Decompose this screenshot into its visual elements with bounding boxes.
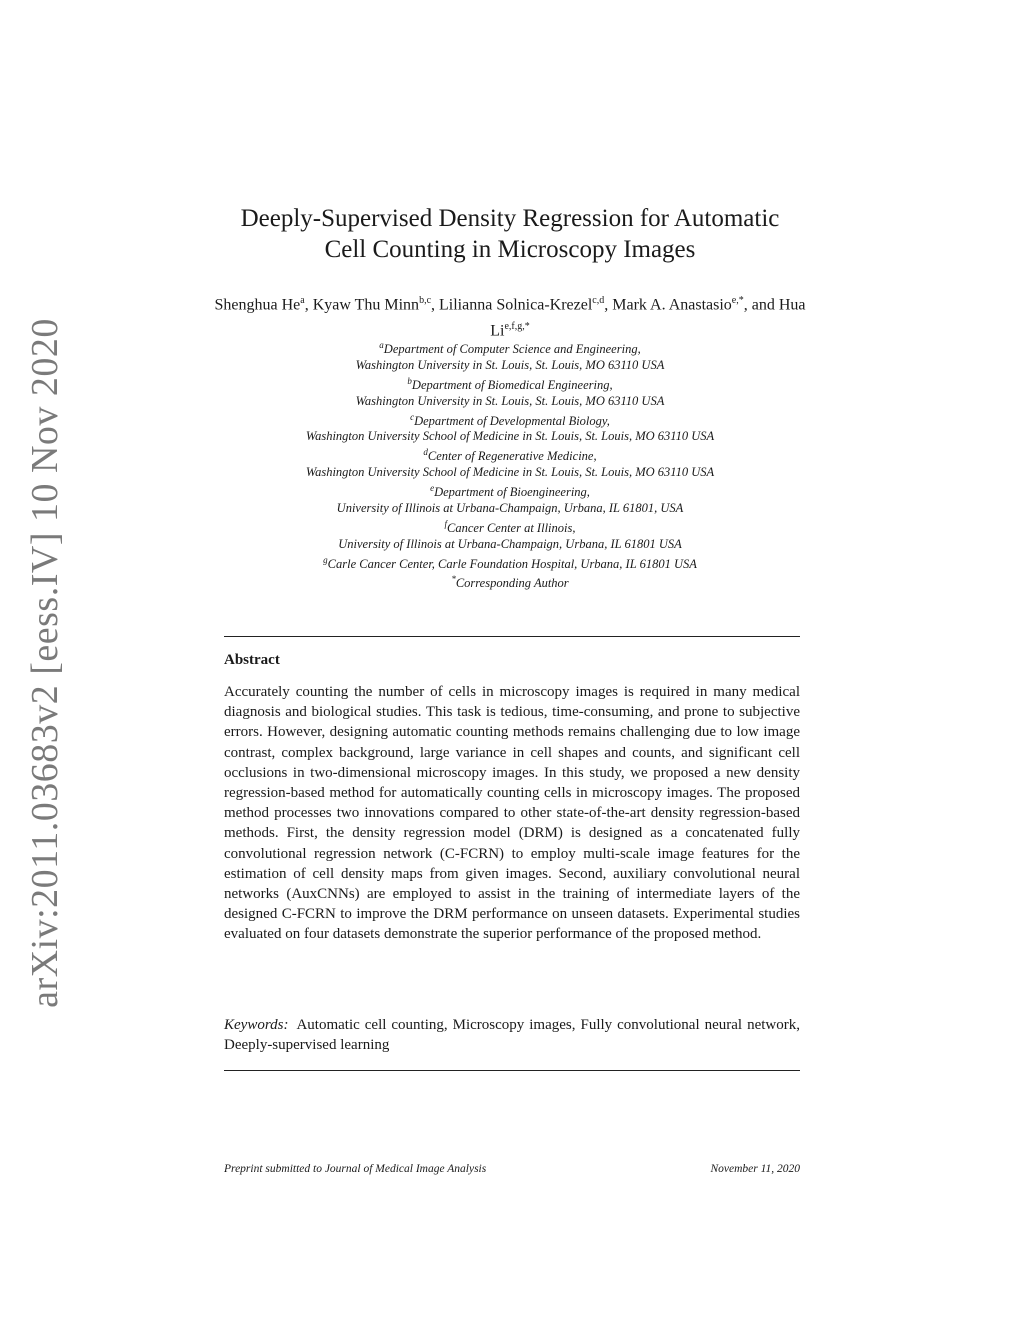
top-rule (224, 636, 800, 637)
keywords (224, 1015, 800, 1055)
author-affiliation-mark: e,f,g,* (504, 321, 530, 333)
affiliation-mark: b (407, 375, 412, 386)
author-separator: , Mark A. (604, 296, 669, 314)
author-separator: , and (743, 296, 779, 314)
affiliation-text: Department of Biomedical Engineering, (411, 377, 613, 392)
affiliation-line (200, 517, 820, 537)
affiliation-line (200, 481, 820, 501)
author-name: Anastasio (668, 296, 732, 314)
abstract-body: Accurately counting the number of cells in microscopy images is required in many medical diagnosis and biological studies. This task is tedious, time-consuming, and prone to subjective errors. However, designing automatic counting methods remains challenging due to low image contrast, complex background, large variance in cell shapes and counts, and significant cell occlusions in two-dimensional microscopy images. In this study, we proposed a new density regression-based method for automatically counting cells in microscopy images. The proposed method processes two innovations compared to other state-of-the-art density regression-based methods. First, the density regression model (DRM) is designed as a concatenated fully convolutional regression network (C-FCRN) to employ multi-scale image features for the estimation of cell density maps from given images. Second, auxiliary convolutional neural networks (AuxCNNs) are employed to assist in the training of intermediate layers of the designed C-FCRN to improve the DRM performance on unseen datasets. Experimental studies evaluated on four datasets demonstrate the superior performance of the proposed method. (224, 684, 800, 943)
affiliation-line (200, 338, 820, 358)
author-affiliation-mark: e,* (731, 295, 744, 306)
bottom-rule (224, 1070, 800, 1071)
affiliation-text: Carle Cancer Center, Carle Foundation Hospital, Urbana, IL 61801 USA (327, 556, 697, 571)
footer-date: November 11, 2020 (710, 1163, 800, 1175)
affiliation-list (200, 338, 820, 592)
affiliation-line (200, 394, 820, 410)
author-affiliation-mark: c,d (592, 295, 605, 306)
affiliation-text: Washington University in St. Louis, St. Louis, MO 63110 USA (355, 357, 665, 372)
affiliation-line (200, 553, 820, 573)
affiliation-mark: a (379, 340, 384, 350)
arxiv-identifier-text: arXiv:2011.03683v2 [eess.IV] 10 Nov 2020 (24, 317, 67, 1008)
affiliation-text: Department of Computer Science and Engineering, (383, 342, 641, 357)
affiliation-line (200, 572, 820, 592)
affiliation-mark: e (430, 483, 435, 493)
paper-title (180, 203, 840, 265)
affiliation-line (200, 429, 820, 445)
author-name: Shenghua He (214, 296, 301, 314)
affiliation-line (200, 445, 820, 465)
page-footer (224, 1163, 800, 1175)
affiliation-text: Department of Bioengineering, (434, 485, 590, 500)
footer-journal: Preprint submitted to Journal of Medical Image Analysis (224, 1163, 487, 1175)
affiliation-mark: * (451, 574, 456, 585)
affiliation-text: Corresponding Author (455, 576, 569, 591)
arxiv-identifier-stamp (20, 317, 70, 1008)
affiliation-line (200, 465, 820, 481)
author-separator: , (431, 296, 440, 314)
author-list (200, 290, 820, 343)
title-line-1: Deeply-Supervised Density Regression for Automatic (240, 205, 780, 232)
affiliation-line (200, 501, 820, 517)
keywords-text: Automatic cell counting, Microscopy images, Fully convolutional neural network, Deeply-supervised learning (224, 1017, 800, 1054)
affiliation-text: University of Illinois at Urbana-Champaign, Urbana, IL 61801 USA (338, 536, 682, 551)
author-separator: , (304, 296, 313, 314)
affiliation-text: Washington University School of Medicine in St. Louis, St. Louis, MO 63110 USA (305, 429, 715, 444)
affiliation-line (200, 410, 820, 430)
affiliation-text: Washington University in St. Louis, St. Louis, MO 63110 USA (355, 393, 665, 408)
author-name: Hua Li (490, 296, 806, 340)
author-name: Kyaw Thu Minn (312, 296, 420, 314)
title-line-2: Cell Counting in Microscopy Images (324, 236, 696, 263)
abstract-heading: Abstract (224, 652, 280, 668)
affiliation-mark: g (323, 554, 328, 565)
keywords-label: Keywords: (224, 1017, 289, 1033)
affiliation-text: Department of Developmental Biology, (414, 413, 610, 428)
affiliation-text: University of Illinois at Urbana-Champaign, Urbana, IL 61801, USA (336, 500, 684, 515)
affiliation-text: Washington University School of Medicine in St. Louis, St. Louis, MO 63110 USA (305, 465, 715, 480)
author-name: Lilianna Solnica-Krezel (439, 296, 593, 314)
affiliation-text: Cancer Center at Illinois, (447, 520, 576, 535)
affiliation-text: Center of Regenerative Medicine, (427, 449, 597, 464)
author-affiliation-mark: b,c (419, 295, 432, 306)
affiliation-line (200, 358, 820, 374)
affiliation-line (200, 374, 820, 394)
affiliation-line (200, 537, 820, 553)
affiliation-mark: c (410, 411, 415, 422)
author-affiliation-mark: a (300, 295, 305, 306)
affiliation-mark: d (423, 447, 428, 458)
affiliation-mark: f (444, 518, 448, 529)
